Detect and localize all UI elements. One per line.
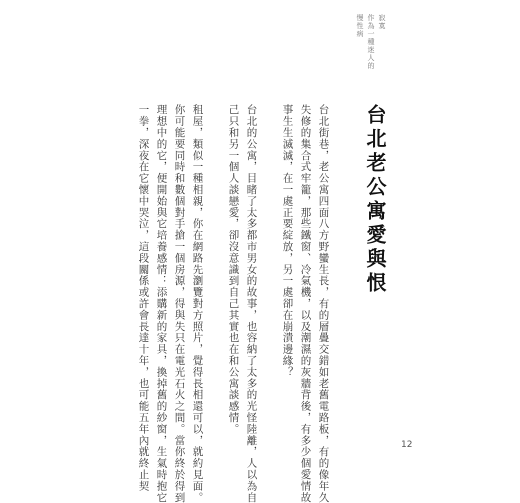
body-column-6: 租屋，類似一種相親，你在網路先瀏覽對方照片，覺得長相還可以，就約見面。 — [191, 104, 204, 503]
body-column-1: 台北街巷，老公寓四面八方野蠻生長，有的層疊交錯如老舊電路板，有的像年久 — [317, 104, 330, 503]
page-number: 12 — [401, 440, 413, 450]
body-column-3: 事生生滅滅，在一處正要綻放，另一處卻在崩潰邊緣？ — [281, 104, 294, 378]
body-column-4: 台北的公寓，目睹了太多都市男女的故事，也容納了太多的光怪陸離，人以為自 — [245, 104, 258, 503]
body-column-2: 失修的集合式牢籠，那些鐵窗、冷氣機，以及潮濕的灰牆背後，有多少個愛情故 — [299, 104, 312, 503]
running-header-line-1: 寂寞 — [378, 14, 386, 30]
body-column-9: 一拳，深夜在它懷中哭泣，這段關係或許會長達十年，也可能五年內就終止契 — [137, 104, 150, 492]
chapter-title: 台北老公寓愛與恨 — [363, 104, 387, 296]
body-column-5: 己只和另一個人談戀愛，卻沒意識到自己其實也在和公寓談感情。 — [227, 104, 240, 435]
running-header-line-3: 慢性病 — [356, 14, 364, 38]
body-column-8: 理想中的它，便開始與它培養感情：添購新的家具，換掉舊的紗窗，生氣時抱它 — [155, 104, 168, 503]
body-column-7: 你可能要同時和數個對手搶一個房源，得與失只在電光石火之間。當你終於得到 — [173, 104, 186, 503]
running-header-line-2: 作為一種迷人的 — [367, 14, 375, 70]
